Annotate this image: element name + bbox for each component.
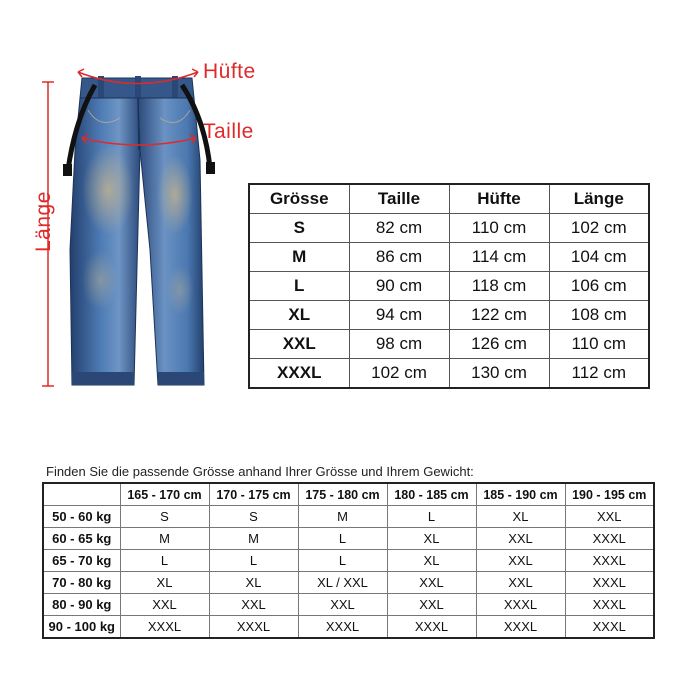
height-header-cell: 170 - 175 cm <box>209 483 298 506</box>
waist-label: Taille <box>203 120 254 143</box>
weight-label-cell: 80 - 90 kg <box>43 594 120 616</box>
recommended-size-cell: XXL <box>120 594 209 616</box>
recommended-size-cell: XL <box>387 528 476 550</box>
measurement-cell: 108 cm <box>549 301 649 330</box>
size-label-cell: XL <box>249 301 349 330</box>
recommended-size-cell: XXXL <box>565 616 654 639</box>
pants-illustration <box>0 0 270 400</box>
corner-cell <box>43 483 120 506</box>
height-header-cell: 190 - 195 cm <box>565 483 654 506</box>
size-chart-header-row <box>249 184 649 214</box>
size-label-cell: M <box>249 243 349 272</box>
recommended-size-cell: L <box>209 550 298 572</box>
measurement-cell: 110 cm <box>549 330 649 359</box>
size-label-cell: XXL <box>249 330 349 359</box>
measurement-cell: 106 cm <box>549 272 649 301</box>
recommended-size-cell: XXXL <box>298 616 387 639</box>
measurement-cell: 104 cm <box>549 243 649 272</box>
recommendation-header-row <box>43 483 654 506</box>
table-row <box>249 359 649 389</box>
size-label-cell: S <box>249 214 349 243</box>
recommended-size-cell: XL <box>120 572 209 594</box>
recommended-size-cell: XL / XXL <box>298 572 387 594</box>
measurement-cell: 86 cm <box>349 243 449 272</box>
height-header-cell: 185 - 190 cm <box>476 483 565 506</box>
header-groesse: Grösse <box>249 184 349 214</box>
weight-label-cell: 65 - 70 kg <box>43 550 120 572</box>
recommended-size-cell: XXL <box>298 594 387 616</box>
table-row <box>249 272 649 301</box>
measurement-cell: 94 cm <box>349 301 449 330</box>
size-label-cell: L <box>249 272 349 301</box>
recommended-size-cell: XXL <box>387 572 476 594</box>
recommended-size-cell: XXL <box>476 572 565 594</box>
measurement-cell: 102 cm <box>549 214 649 243</box>
recommended-size-cell: S <box>209 506 298 528</box>
height-header-cell: 180 - 185 cm <box>387 483 476 506</box>
measurement-cell: 102 cm <box>349 359 449 389</box>
recommended-size-cell: S <box>120 506 209 528</box>
size-label-cell: XXXL <box>249 359 349 389</box>
table-row <box>43 506 654 528</box>
header-huefte: Hüfte <box>449 184 549 214</box>
table-row <box>249 243 649 272</box>
measurement-cell: 118 cm <box>449 272 549 301</box>
recommended-size-cell: XL <box>387 550 476 572</box>
table-row <box>43 594 654 616</box>
recommended-size-cell: XXXL <box>387 616 476 639</box>
recommended-size-cell: XXXL <box>565 594 654 616</box>
header-taille: Taille <box>349 184 449 214</box>
measurement-cell: 112 cm <box>549 359 649 389</box>
length-label: Länge <box>32 191 55 252</box>
recommended-size-cell: L <box>298 528 387 550</box>
recommended-size-cell: XXXL <box>209 616 298 639</box>
recommended-size-cell: L <box>120 550 209 572</box>
recommended-size-cell: XXXL <box>476 594 565 616</box>
recommended-size-cell: XXXL <box>565 528 654 550</box>
recommended-size-cell: XXXL <box>120 616 209 639</box>
recommended-size-cell: M <box>120 528 209 550</box>
table-row <box>43 528 654 550</box>
recommendation-table <box>42 482 655 639</box>
recommended-size-cell: XXL <box>387 594 476 616</box>
height-header-cell: 175 - 180 cm <box>298 483 387 506</box>
table-row <box>43 572 654 594</box>
recommended-size-cell: XXL <box>476 528 565 550</box>
recommended-size-cell: L <box>298 550 387 572</box>
hip-label: Hüfte <box>203 60 256 83</box>
recommendation-body <box>43 506 654 639</box>
recommended-size-cell: XXL <box>209 594 298 616</box>
weight-label-cell: 70 - 80 kg <box>43 572 120 594</box>
table-row <box>249 301 649 330</box>
recommended-size-cell: XXXL <box>565 550 654 572</box>
weight-label-cell: 90 - 100 kg <box>43 616 120 639</box>
recommended-size-cell: M <box>298 506 387 528</box>
measurement-cell: 114 cm <box>449 243 549 272</box>
measurement-cell: 98 cm <box>349 330 449 359</box>
measurement-cell: 130 cm <box>449 359 549 389</box>
weight-label-cell: 60 - 65 kg <box>43 528 120 550</box>
recommended-size-cell: XXL <box>565 506 654 528</box>
measurement-cell: 90 cm <box>349 272 449 301</box>
table-row <box>43 616 654 639</box>
measurement-cell: 110 cm <box>449 214 549 243</box>
recommended-size-cell: M <box>209 528 298 550</box>
size-chart-table <box>248 183 650 389</box>
recommended-size-cell: XL <box>476 506 565 528</box>
recommendation-caption: Finden Sie die passende Grösse anhand Ihrer Grösse und Ihrem Gewicht: <box>46 464 474 479</box>
header-laenge: Länge <box>549 184 649 214</box>
table-row <box>249 214 649 243</box>
measurement-cell: 122 cm <box>449 301 549 330</box>
weight-label-cell: 50 - 60 kg <box>43 506 120 528</box>
recommended-size-cell: XL <box>209 572 298 594</box>
recommended-size-cell: XXL <box>476 550 565 572</box>
table-row <box>249 330 649 359</box>
height-header-cell: 165 - 170 cm <box>120 483 209 506</box>
size-chart-body <box>249 214 649 389</box>
measurement-cell: 82 cm <box>349 214 449 243</box>
recommended-size-cell: L <box>387 506 476 528</box>
recommended-size-cell: XXXL <box>565 572 654 594</box>
recommended-size-cell: XXXL <box>476 616 565 639</box>
measurement-cell: 126 cm <box>449 330 549 359</box>
table-row <box>43 550 654 572</box>
